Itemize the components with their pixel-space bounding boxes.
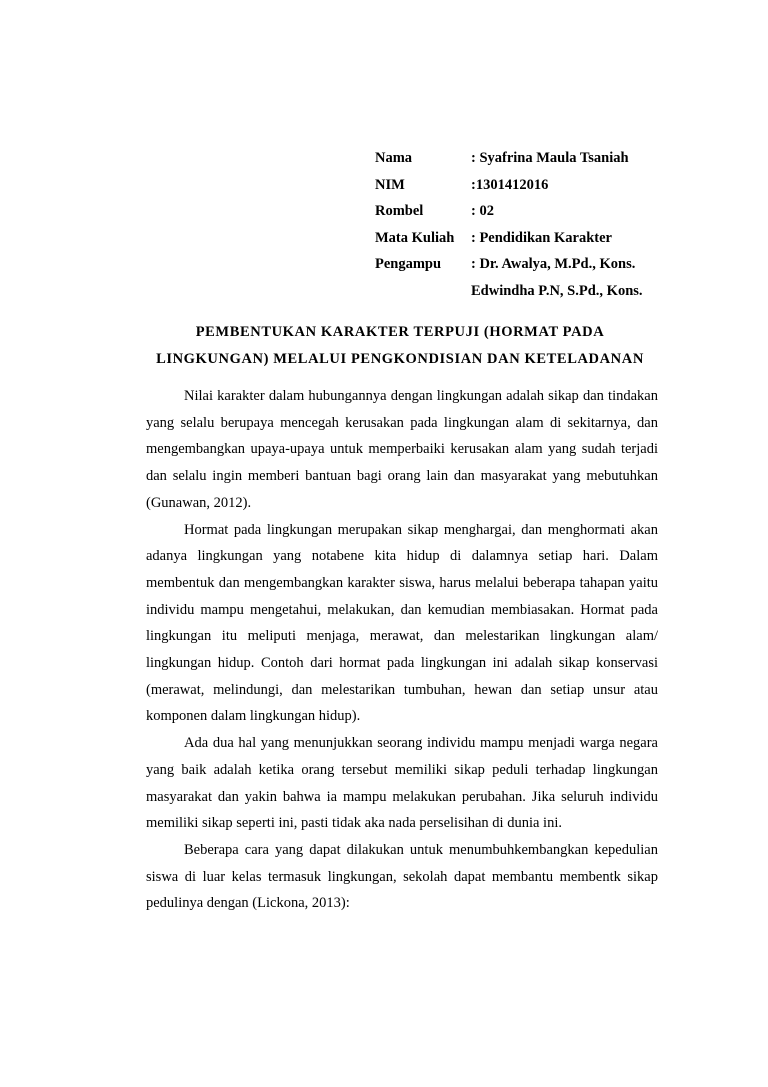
identity-row-lecturer-2 <box>375 282 643 309</box>
paragraph: Nilai karakter dalam hubungannya dengan lingkungan adalah sikap dan tindakan yang selalu berupaya mencegah kerusakan pada lingkungan alam di sekitarnya, dan mengembangkan upaya-upaya untuk memperbaiki kerusakan alam yang sudah terjadi dan selalu ingin memberi bantuan bagi orang lain dan masyarakat yang mebutuhkan (Gunawan, 2012). <box>146 388 658 511</box>
document-title <box>110 319 690 373</box>
identity-label: Nama <box>375 150 413 166</box>
identity-value: Edwindha P.N, S.Pd., Kons. <box>471 282 643 299</box>
identity-value: : Dr. Awalya, M.Pd., Kons. <box>471 256 636 273</box>
identity-row-name <box>375 149 643 176</box>
identity-row-course <box>375 229 643 256</box>
paragraph: Beberapa cara yang dapat dilakukan untuk menumbuhkembangkan kepedulian siswa di luar kelas termasuk lingkungan, sekolah dapat membantu membentk sikap pedulinya dengan (Lickona, 2013): <box>146 841 658 912</box>
identity-row-lecturer <box>375 255 643 282</box>
identity-label: Rombel <box>375 203 424 220</box>
identity-label: Mata Kuliah <box>375 229 455 246</box>
student-identity-block <box>375 149 643 309</box>
paragraph: Ada dua hal yang menunjukkan seorang individu mampu menjadi warga negara yang baik adalah ketika orang tersebut memiliki sikap peduli terhadap lingkungan masyarakat dan yakin bahwa ia mampu melakukan perubahan. Jika seluruh individu memiliki sikap seperti ini, pasti tidak aka nada perselisihan di dunia ini. <box>146 735 658 832</box>
identity-value: : 02 <box>471 203 494 220</box>
identity-row-rombel <box>375 202 643 229</box>
title-line-2: LINGKUNGAN) MELALUI PENGKONDISIAN DAN KETELADANAN <box>156 351 644 367</box>
identity-label: Pengampu <box>375 256 442 273</box>
identity-value: : Syafrina Maula Tsaniah <box>471 150 629 166</box>
title-line-1: PEMBENTUKAN KARAKTER TERPUJI (HORMAT PADA <box>195 324 605 340</box>
identity-label <box>375 282 471 309</box>
document-body <box>146 383 658 917</box>
identity-value: :1301412016 <box>471 176 549 193</box>
paragraph: Hormat pada lingkungan merupakan sikap menghargai, dan menghormati akan adanya lingkungan yang notabene kita hidup di dalamnya setiap hari. Dalam membentuk dan mengembangkan karakter siswa, harus melalui beberapa tahapan yaitu individu mampu mengetahui, melakukan, dan kemudian membiasakan. Hormat pada lingkungan itu meliputi menjaga, merawat, dan melestarikan lingkungan alam/ lingkungan hidup. Contoh dari hormat pada lingkungan ini adalah sikap konservasi (merawat, melindungi, dan melestarikan tumbuhan, hewan dan setiap unsur atau komponen dalam lingkungan hidup). <box>146 521 658 725</box>
identity-label: NIM <box>375 176 405 193</box>
identity-row-nim <box>375 176 643 203</box>
identity-value: : Pendidikan Karakter <box>471 229 612 246</box>
